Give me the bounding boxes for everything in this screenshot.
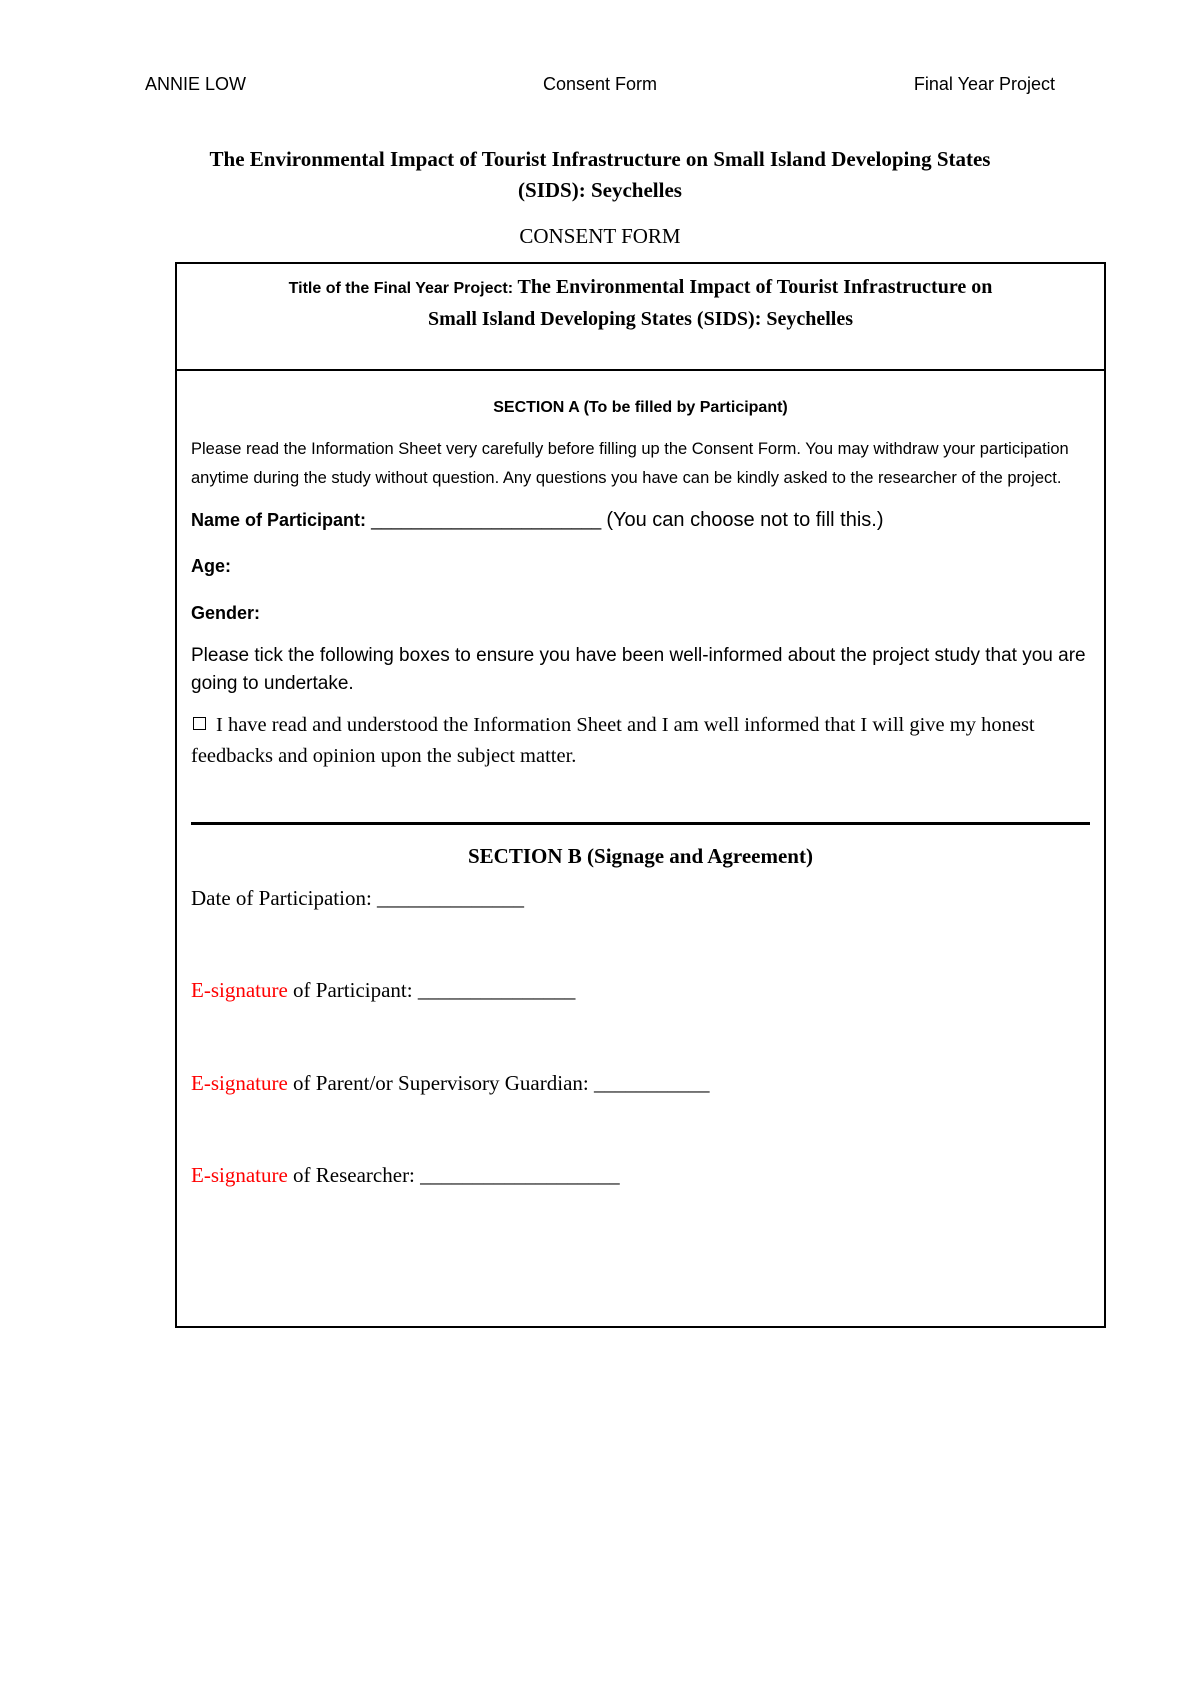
participant-name-label: Name of Participant:	[191, 510, 367, 530]
consent-tick-row	[191, 710, 1090, 772]
document-title-line1: The Environmental Impact of Tourist Infrastructure on Small Island Developing States	[209, 147, 991, 171]
header-project: Final Year Project	[913, 74, 1055, 94]
section-b-heading: SECTION B (Signage and Agreement)	[468, 844, 813, 868]
header-doc-type: Consent Form	[542, 74, 658, 94]
guardian-esignature-word: E-signature	[191, 1071, 288, 1095]
researcher-signature-label: of Researcher:	[293, 1163, 415, 1187]
project-title-label: Title of the Final Year Project:	[288, 280, 514, 297]
project-title-line1: The Environmental Impact of Tourist Infrastructure on	[517, 276, 993, 298]
consent-checkbox[interactable]	[193, 717, 206, 730]
participant-name-note: (You can choose not to fill this.)	[606, 509, 884, 531]
section-a	[191, 371, 1090, 772]
participant-signature-blank[interactable]: _______________	[417, 978, 576, 1002]
researcher-signature-blank[interactable]: ___________________	[420, 1163, 620, 1187]
tick-instruction: Please tick the following boxes to ensure you have been well-informed about the project study that you are going to undertake.	[191, 645, 1086, 694]
participant-esignature-word: E-signature	[191, 978, 288, 1002]
guardian-signature-blank[interactable]: ___________	[593, 1071, 710, 1095]
section-b	[191, 842, 1090, 1187]
participant-signature-field[interactable]	[191, 978, 575, 1003]
date-label: Date of Participation:	[191, 886, 372, 910]
section-a-heading: SECTION A (To be filled by Participant)	[493, 399, 788, 416]
header-author: ANNIE LOW	[145, 74, 247, 94]
project-title-line2: Small Island Developing States (SIDS): Seychelles	[427, 308, 854, 330]
consent-form-box	[175, 262, 1106, 1328]
participant-name-field[interactable]	[191, 509, 1090, 532]
researcher-esignature-word: E-signature	[191, 1163, 288, 1187]
date-blank[interactable]: ______________	[377, 886, 525, 910]
age-field[interactable]	[191, 556, 1090, 577]
document-title	[120, 144, 1080, 206]
page-header	[145, 74, 1055, 98]
guardian-signature-field[interactable]	[191, 1071, 709, 1096]
consent-tick-statement: I have read and understood the Information Sheet and I am well informed that I will give my honest feedbacks and opinion upon the subject matter.	[191, 714, 1035, 767]
section-a-intro: Please read the Information Sheet very carefully before filling up the Consent Form. You may withdraw your participation anytime during the study without question. Any questions you have can be kindly asked to the researcher of the project.	[191, 440, 1069, 487]
researcher-signature-field[interactable]	[191, 1163, 620, 1188]
guardian-signature-label: of Parent/or Supervisory Guardian:	[293, 1071, 589, 1095]
section-divider	[191, 822, 1090, 825]
date-of-participation-field[interactable]	[191, 886, 524, 911]
participant-name-blank[interactable]: _______________________	[371, 510, 602, 530]
document-subtitle: CONSENT FORM	[519, 224, 681, 248]
participant-signature-label: of Participant:	[293, 978, 413, 1002]
project-title-row	[177, 264, 1104, 371]
document-title-line2: (SIDS): Seychelles	[518, 178, 682, 202]
age-label: Age:	[191, 556, 231, 576]
gender-field[interactable]	[191, 603, 1090, 624]
gender-label: Gender:	[191, 603, 261, 623]
